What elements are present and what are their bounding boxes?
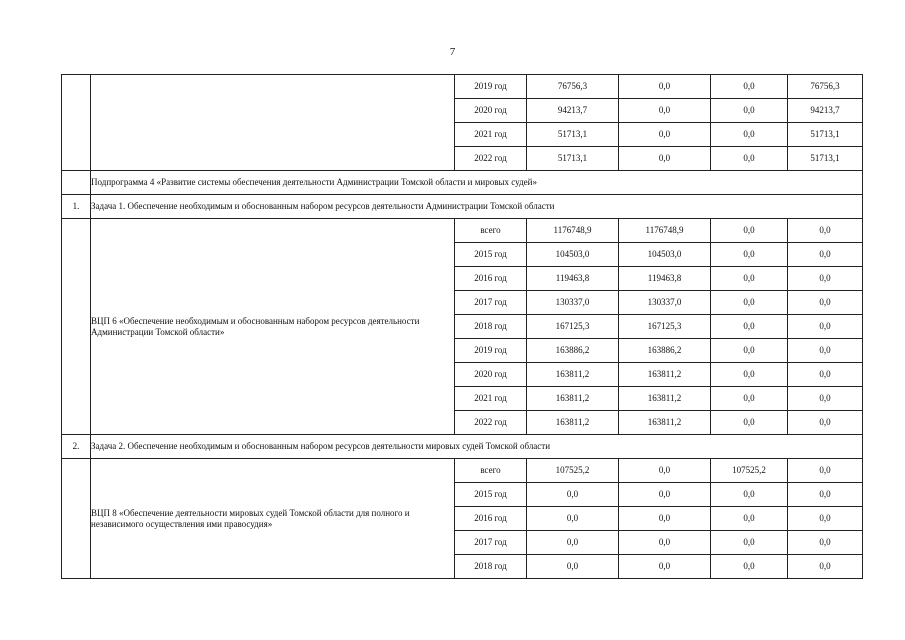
other-sources-cell: 94213,7 [788, 99, 863, 123]
row-number-cell [62, 459, 91, 579]
regional-budget-cell: 0,0 [619, 99, 711, 123]
federal-budget-cell: 0,0 [711, 555, 788, 579]
federal-budget-cell: 0,0 [711, 411, 788, 435]
total-cell: 104503,0 [527, 243, 619, 267]
total-cell: 163886,2 [527, 339, 619, 363]
regional-budget-cell: 163811,2 [619, 387, 711, 411]
regional-budget-cell: 167125,3 [619, 315, 711, 339]
total-cell: 130337,0 [527, 291, 619, 315]
total-cell: 163811,2 [527, 387, 619, 411]
period-cell: 2021 год [455, 123, 527, 147]
other-sources-cell: 0,0 [788, 219, 863, 243]
period-cell: 2022 год [455, 411, 527, 435]
section-title-cell: Задача 1. Обеспечение необходимым и обоснованным набором ресурсов деятельности Администрации Томской области [91, 195, 863, 219]
period-cell: всего [455, 219, 527, 243]
federal-budget-cell: 0,0 [711, 147, 788, 171]
other-sources-cell: 51713,1 [788, 123, 863, 147]
other-sources-cell: 0,0 [788, 531, 863, 555]
regional-budget-cell: 119463,8 [619, 267, 711, 291]
regional-budget-cell: 0,0 [619, 555, 711, 579]
other-sources-cell: 0,0 [788, 459, 863, 483]
regional-budget-cell: 130337,0 [619, 291, 711, 315]
funding-table [61, 74, 863, 579]
period-cell: 2018 год [455, 555, 527, 579]
total-cell: 51713,1 [527, 123, 619, 147]
other-sources-cell: 0,0 [788, 291, 863, 315]
federal-budget-cell: 107525,2 [711, 459, 788, 483]
federal-budget-cell: 0,0 [711, 219, 788, 243]
total-cell: 94213,7 [527, 99, 619, 123]
federal-budget-cell: 0,0 [711, 243, 788, 267]
federal-budget-cell: 0,0 [711, 507, 788, 531]
regional-budget-cell: 0,0 [619, 483, 711, 507]
regional-budget-cell: 104503,0 [619, 243, 711, 267]
federal-budget-cell: 0,0 [711, 75, 788, 99]
other-sources-cell: 0,0 [788, 267, 863, 291]
other-sources-cell: 76756,3 [788, 75, 863, 99]
total-cell: 163811,2 [527, 363, 619, 387]
total-cell: 0,0 [527, 531, 619, 555]
period-cell: всего [455, 459, 527, 483]
section-title-cell: Задача 2. Обеспечение необходимым и обоснованным набором ресурсов деятельности мировых судей Томской области [91, 435, 863, 459]
federal-budget-cell: 0,0 [711, 387, 788, 411]
total-cell: 119463,8 [527, 267, 619, 291]
period-cell: 2020 год [455, 99, 527, 123]
other-sources-cell: 0,0 [788, 507, 863, 531]
total-cell: 1176748,9 [527, 219, 619, 243]
program-name-cell [91, 75, 455, 171]
other-sources-cell: 0,0 [788, 363, 863, 387]
period-cell: 2019 год [455, 75, 527, 99]
table-row [62, 75, 863, 99]
other-sources-cell: 51713,1 [788, 147, 863, 171]
row-number-cell: 1. [62, 195, 91, 219]
regional-budget-cell: 0,0 [619, 531, 711, 555]
regional-budget-cell: 0,0 [619, 507, 711, 531]
page-number: 7 [449, 46, 456, 58]
total-cell: 51713,1 [527, 147, 619, 171]
regional-budget-cell: 163811,2 [619, 363, 711, 387]
period-cell: 2015 год [455, 243, 527, 267]
federal-budget-cell: 0,0 [711, 123, 788, 147]
total-cell: 163811,2 [527, 411, 619, 435]
other-sources-cell: 0,0 [788, 555, 863, 579]
total-cell: 0,0 [527, 555, 619, 579]
total-cell: 0,0 [527, 483, 619, 507]
period-cell: 2022 год [455, 147, 527, 171]
regional-budget-cell: 163886,2 [619, 339, 711, 363]
federal-budget-cell: 0,0 [711, 339, 788, 363]
period-cell: 2017 год [455, 291, 527, 315]
program-name-cell: ВЦП 6 «Обеспечение необходимым и обоснованным набором ресурсов деятельности Администрации Томской области» [91, 219, 455, 435]
other-sources-cell: 0,0 [788, 243, 863, 267]
regional-budget-cell: 0,0 [619, 147, 711, 171]
regional-budget-cell: 0,0 [619, 459, 711, 483]
row-number-cell [62, 171, 91, 195]
total-cell: 76756,3 [527, 75, 619, 99]
federal-budget-cell: 0,0 [711, 315, 788, 339]
section-header-row [62, 195, 863, 219]
federal-budget-cell: 0,0 [711, 531, 788, 555]
period-cell: 2016 год [455, 507, 527, 531]
table-row [62, 219, 863, 243]
period-cell: 2020 год [455, 363, 527, 387]
program-name-cell: ВЦП 8 «Обеспечение деятельности мировых судей Томской области для полного и независимого осуществления ими правосудия» [91, 459, 455, 579]
table-row [62, 459, 863, 483]
other-sources-cell: 0,0 [788, 387, 863, 411]
section-header-row [62, 435, 863, 459]
federal-budget-cell: 0,0 [711, 99, 788, 123]
period-cell: 2018 год [455, 315, 527, 339]
federal-budget-cell: 0,0 [711, 363, 788, 387]
row-number-cell [62, 219, 91, 435]
other-sources-cell: 0,0 [788, 339, 863, 363]
federal-budget-cell: 0,0 [711, 267, 788, 291]
period-cell: 2016 год [455, 267, 527, 291]
period-cell: 2021 год [455, 387, 527, 411]
federal-budget-cell: 0,0 [711, 483, 788, 507]
regional-budget-cell: 1176748,9 [619, 219, 711, 243]
other-sources-cell: 0,0 [788, 315, 863, 339]
regional-budget-cell: 0,0 [619, 123, 711, 147]
row-number-cell [62, 75, 91, 171]
row-number-cell: 2. [62, 435, 91, 459]
regional-budget-cell: 163811,2 [619, 411, 711, 435]
total-cell: 107525,2 [527, 459, 619, 483]
period-cell: 2019 год [455, 339, 527, 363]
section-title-cell: Подпрограмма 4 «Развитие системы обеспечения деятельности Администрации Томской области и мировых судей» [91, 171, 863, 195]
total-cell: 0,0 [527, 507, 619, 531]
section-header-row [62, 171, 863, 195]
other-sources-cell: 0,0 [788, 411, 863, 435]
period-cell: 2017 год [455, 531, 527, 555]
other-sources-cell: 0,0 [788, 483, 863, 507]
period-cell: 2015 год [455, 483, 527, 507]
total-cell: 167125,3 [527, 315, 619, 339]
regional-budget-cell: 0,0 [619, 75, 711, 99]
federal-budget-cell: 0,0 [711, 291, 788, 315]
